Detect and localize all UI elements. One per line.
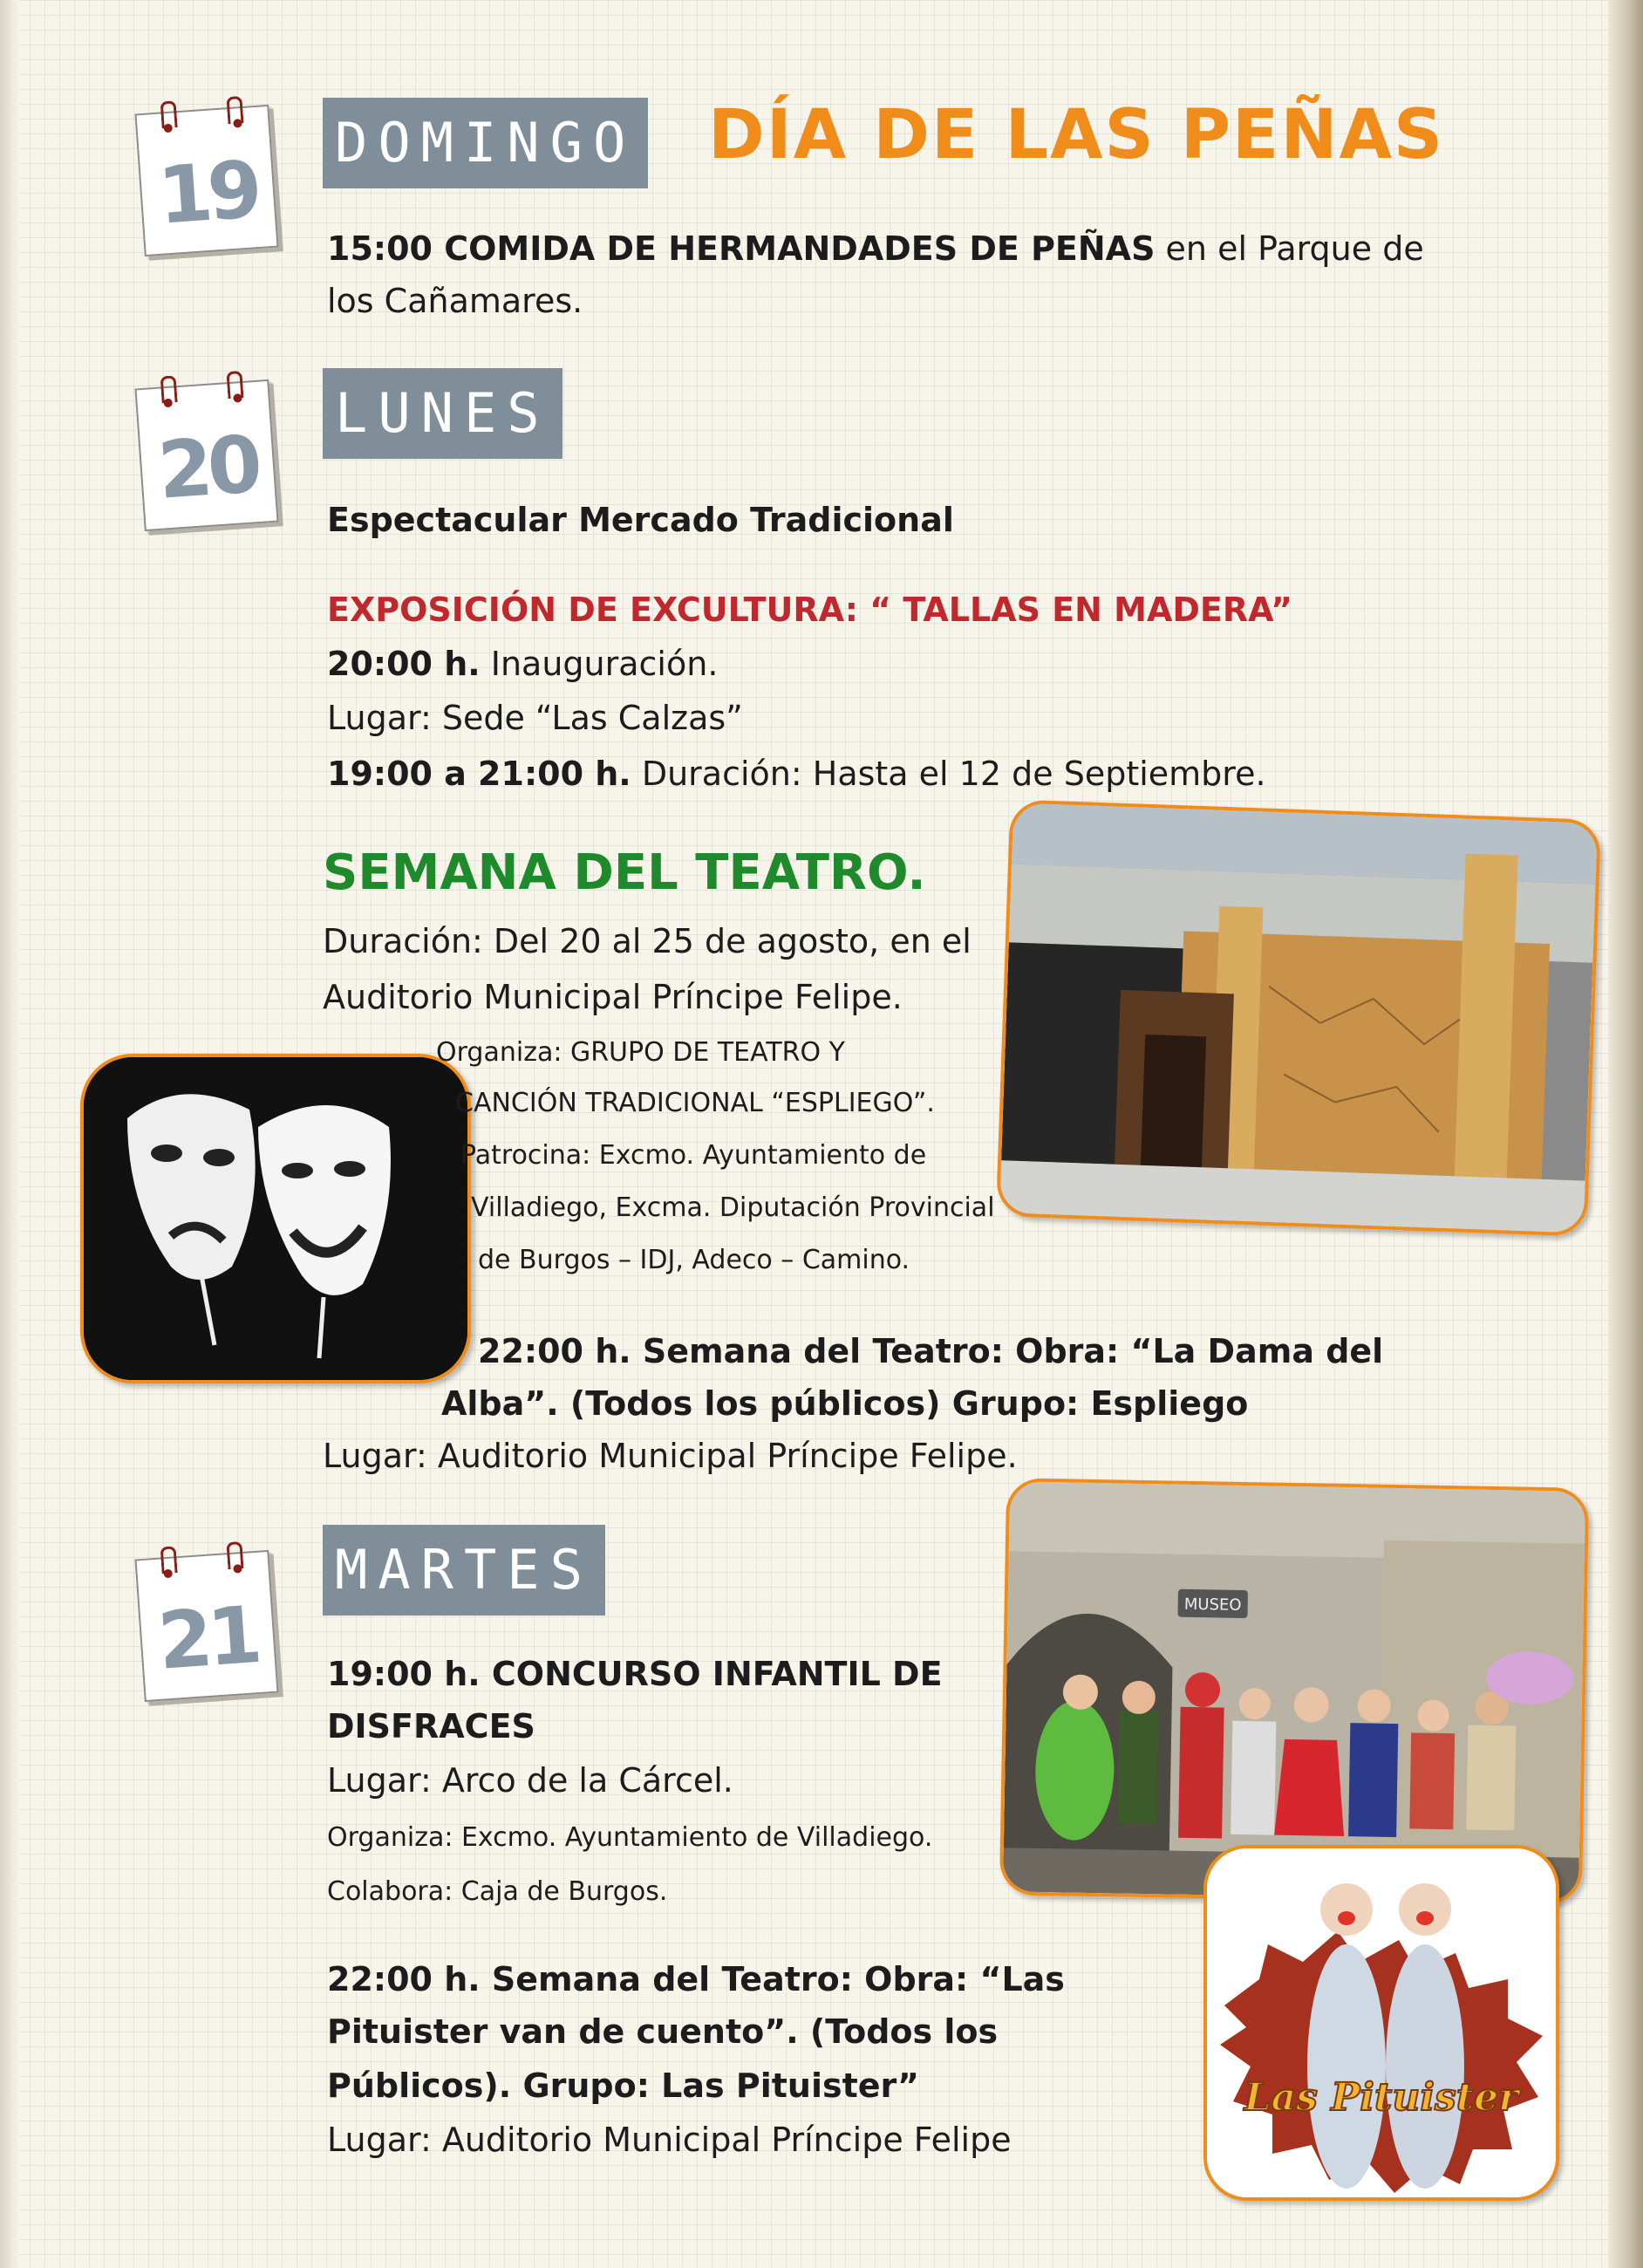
day-label-domingo: DOMINGO xyxy=(323,98,648,188)
page-spine xyxy=(0,0,19,2268)
calendar-icon-21 xyxy=(134,1550,278,1702)
inauguration-text: Inauguración. xyxy=(480,645,719,683)
event-location-line2: los Cañamares. xyxy=(327,282,583,320)
teatro-title: SEMANA DEL TEATRO. xyxy=(323,844,926,901)
museo-sign: MUSEO xyxy=(1183,1595,1242,1615)
calendar-icon-19 xyxy=(134,105,278,256)
day-title: DÍA DE LAS PEÑAS xyxy=(708,96,1445,174)
costume-contest-photo xyxy=(999,1478,1589,1905)
calendar-icon-20 xyxy=(134,379,278,531)
obra-dama-line1: 22:00 h. Semana del Teatro: Obra: “La Dama del xyxy=(478,1332,1384,1370)
obra-dama-line2: Alba”. (Todos los públicos) Grupo: Espliego xyxy=(441,1384,1249,1423)
obra-pituister-line2: Pituister van de cuento”. (Todos los xyxy=(327,2012,999,2051)
calendar-date: 21 xyxy=(154,1589,261,1688)
teatro-patrocina-cont2: de Burgos – IDJ, Adeco – Camino. xyxy=(478,1245,910,1275)
expo-place: Lugar: Sede “Las Calzas” xyxy=(327,699,743,737)
event-comida xyxy=(327,222,1424,276)
hours-time: 19:00 a 21:00 h. xyxy=(327,755,631,793)
event-location: en el Parque de xyxy=(1155,229,1424,268)
theatre-masks-photo xyxy=(80,1054,471,1383)
concurso-place: Lugar: Arco de la Cárcel. xyxy=(327,1761,733,1800)
concurso-organiza: Organiza: Excmo. Ayuntamiento de Villadiego. xyxy=(327,1822,933,1853)
teatro-organiza-cont: CANCIÓN TRADICIONAL “ESPLIEGO”. xyxy=(455,1088,935,1118)
obra-pituister-place: Lugar: Auditorio Municipal Príncipe Felipe xyxy=(327,2121,1012,2159)
expo-inauguration xyxy=(327,637,718,691)
concurso-title-cont: DISFRACES xyxy=(327,1707,535,1745)
event-time: 15:00 COMIDA DE HERMANDADES DE PEÑAS xyxy=(327,229,1156,268)
pituister-photo xyxy=(1203,1845,1559,2201)
expo-title: EXPOSICIÓN DE EXCULTURA: “ TALLAS EN MADERA” xyxy=(327,591,1293,629)
obra-pituister-line3: Públicos). Grupo: Las Pituister” xyxy=(327,2066,919,2105)
teatro-patrocina-cont: Villadiego, Excma. Diputación Provincial xyxy=(471,1192,995,1223)
market-text: Espectacular Mercado Tradicional xyxy=(327,501,954,539)
pituister-logo: Las Pituister xyxy=(1244,2075,1519,2120)
teatro-patrocina: Patrocina: Excmo. Ayuntamiento de xyxy=(460,1140,927,1171)
expo-hours xyxy=(327,747,1266,801)
calendar-date: 19 xyxy=(154,144,261,243)
concurso-colabora: Colabora: Caja de Burgos. xyxy=(327,1876,668,1907)
obra-pituister-line1: 22:00 h. Semana del Teatro: Obra: “Las xyxy=(327,1960,1065,1998)
obra-dama-place: Lugar: Auditorio Municipal Príncipe Felipe. xyxy=(323,1437,1018,1475)
teatro-venue: Auditorio Municipal Príncipe Felipe. xyxy=(323,978,903,1016)
teatro-duration: Duración: Del 20 al 25 de agosto, en el xyxy=(323,922,971,960)
auditorio-photo xyxy=(996,799,1601,1236)
calendar-date: 20 xyxy=(154,419,261,517)
day-label-martes: MARTES xyxy=(323,1525,605,1616)
inauguration-time: 20:00 h. xyxy=(327,645,481,683)
page-edge xyxy=(1608,0,1643,2268)
day-label-lunes: LUNES xyxy=(323,368,562,459)
concurso-title: 19:00 h. CONCURSO INFANTIL DE xyxy=(327,1655,943,1693)
hours-text: Duración: Hasta el 12 de Septiembre. xyxy=(631,755,1266,793)
teatro-organiza: Organiza: GRUPO DE TEATRO Y xyxy=(436,1037,845,1068)
